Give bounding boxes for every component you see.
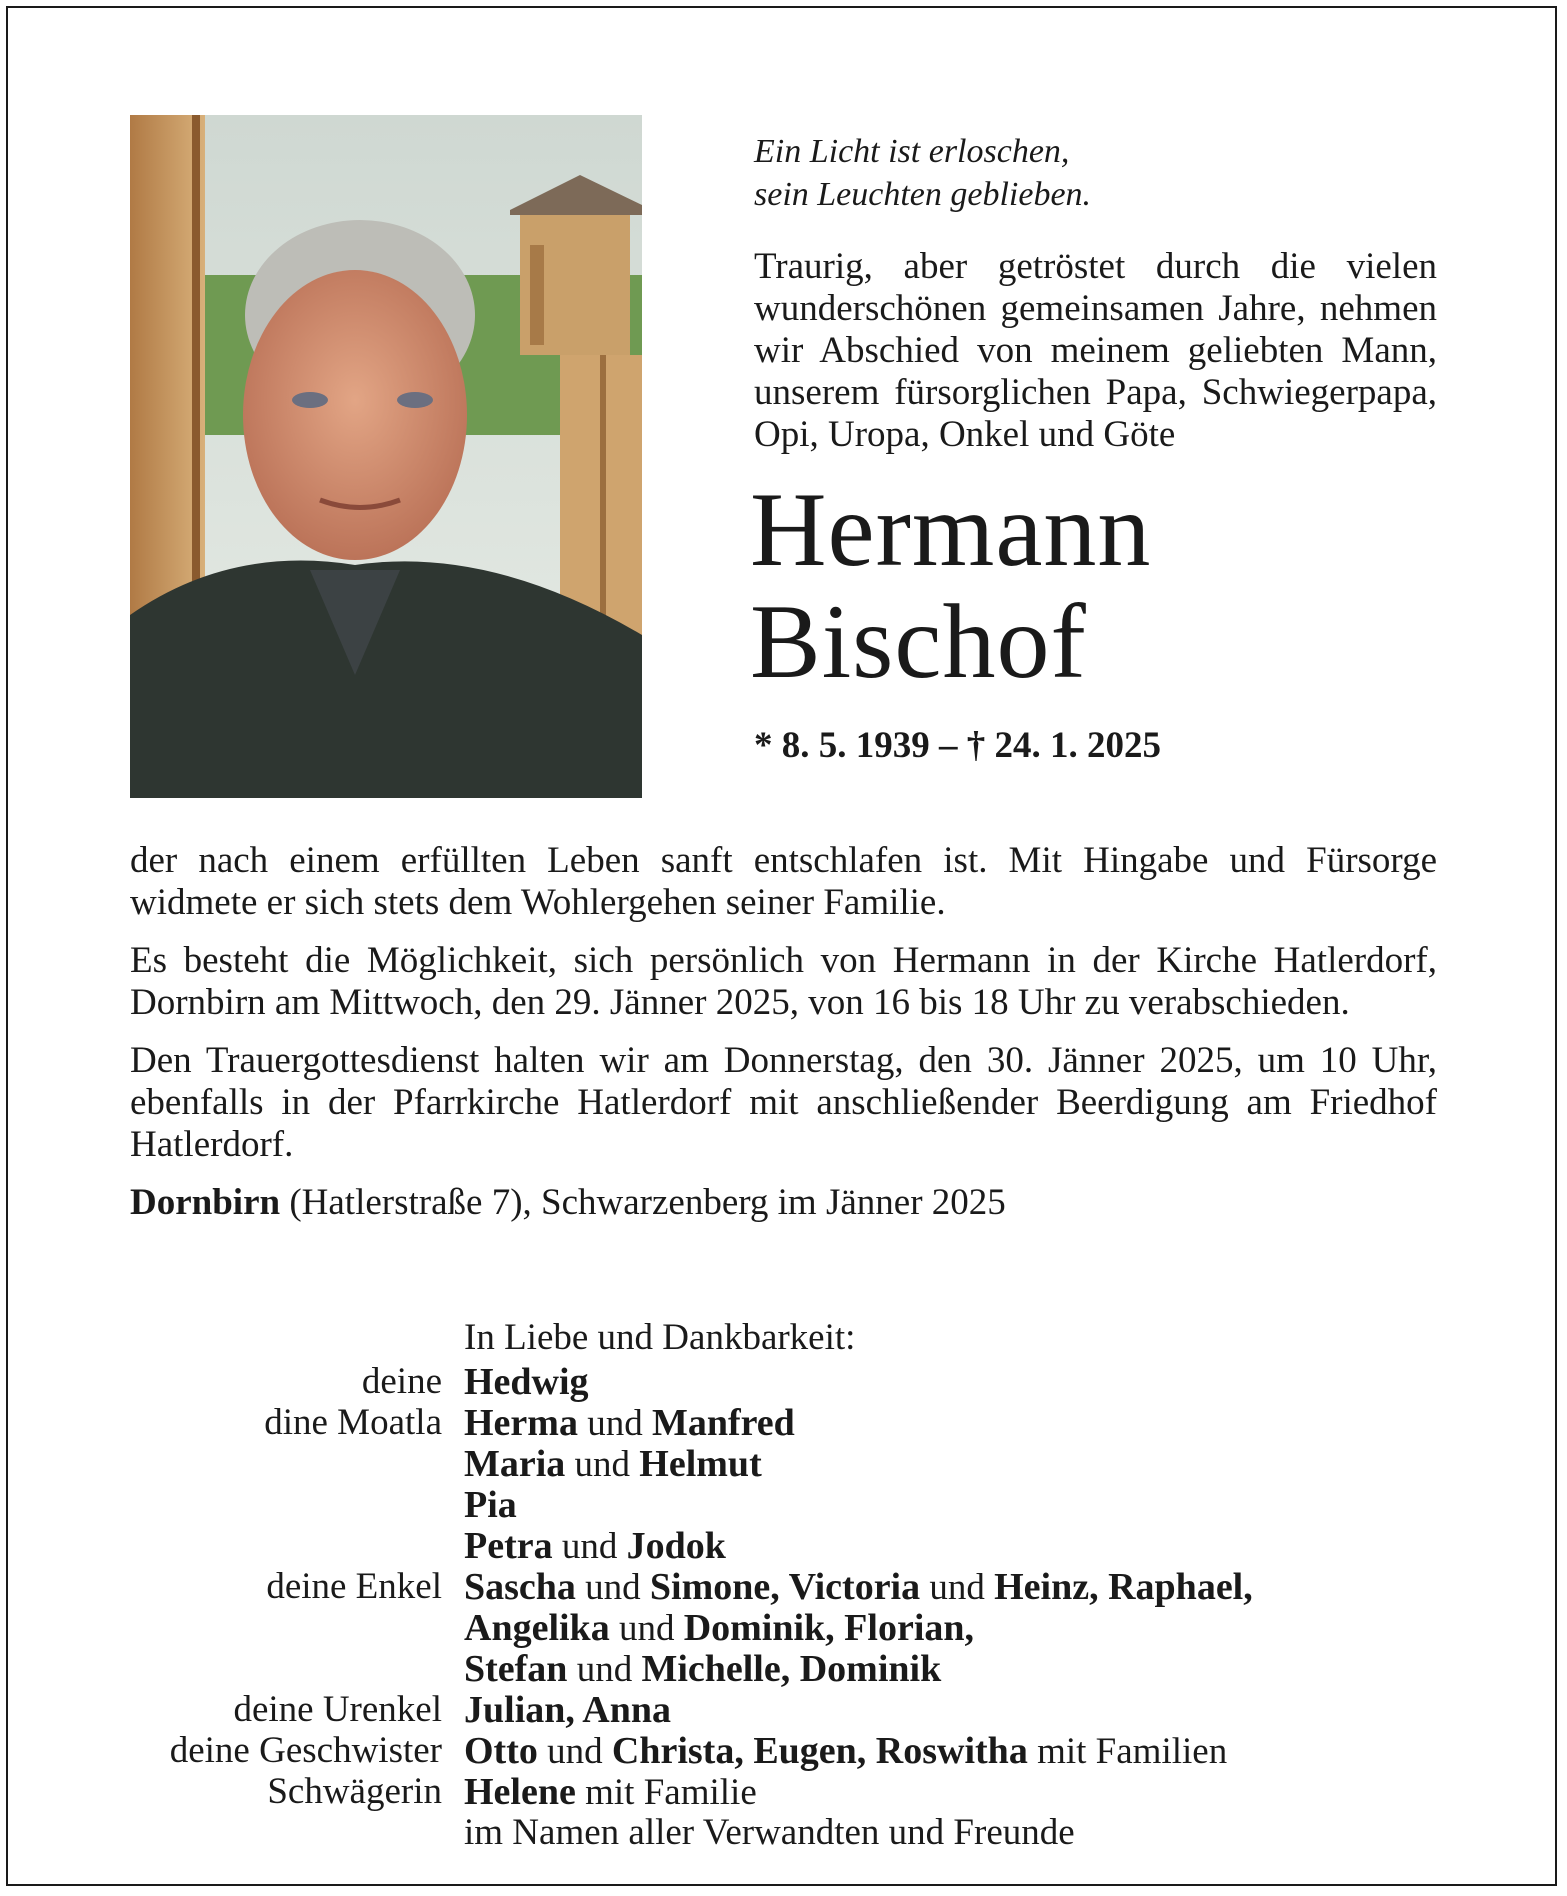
life-dates: * 8. 5. 1939 – † 24. 1. 2025 bbox=[754, 725, 1161, 766]
mourner-names bbox=[464, 1608, 1437, 1649]
mourner-row bbox=[130, 1567, 1437, 1608]
relation-label: Schwägerin bbox=[267, 1771, 442, 1812]
mourner-names bbox=[464, 1362, 1437, 1403]
relation-label bbox=[130, 1444, 464, 1485]
mourners-list bbox=[130, 1318, 1437, 1853]
relation-label bbox=[130, 1608, 464, 1649]
mourner-names bbox=[464, 1731, 1437, 1772]
connector: und bbox=[565, 1444, 640, 1485]
connector: und bbox=[609, 1608, 684, 1649]
relation-label: deine Geschwister bbox=[169, 1730, 442, 1771]
header-text-column bbox=[750, 130, 1437, 767]
intro-paragraph: Traurig, aber getröstet durch die vielen wunderschönen gemeinsamen Jahre, nehmen wir Abschied von meinem geliebten Mann, unserem fürsorglichen Papa, Schwiegerpapa, Opi, Uropa, Onkel und Göte bbox=[754, 246, 1437, 455]
first-name: Hermann bbox=[750, 471, 1152, 588]
place-rest: (Hatlerstraße 7), Schwarzenberg im Jänner 2025 bbox=[280, 1182, 1006, 1223]
relation-label bbox=[130, 1526, 464, 1567]
mourner-row bbox=[130, 1403, 1437, 1444]
announcement-body bbox=[130, 840, 1437, 1240]
greeting: In Liebe und Dankbarkeit: bbox=[464, 1317, 856, 1358]
motto-line-2: sein Leuchten geblieben. bbox=[754, 176, 1092, 213]
relation-label bbox=[130, 1485, 464, 1526]
mourner-name: Hedwig bbox=[464, 1361, 589, 1403]
mourner-name: Pia bbox=[464, 1484, 517, 1526]
connector: und bbox=[920, 1567, 995, 1608]
mourner-name: Helmut bbox=[639, 1443, 762, 1485]
mourner-name: Maria bbox=[464, 1443, 566, 1485]
mourner-names bbox=[464, 1690, 1437, 1731]
mourner-row bbox=[130, 1526, 1437, 1567]
mourner-name: Julian, Anna bbox=[464, 1689, 671, 1731]
mourner-names bbox=[464, 1444, 1437, 1485]
mourner-name: Stefan bbox=[464, 1648, 568, 1690]
mourner-row bbox=[130, 1608, 1437, 1649]
deceased-name bbox=[750, 471, 1437, 700]
mourner-names bbox=[464, 1403, 1437, 1444]
connector: mit Familie bbox=[575, 1772, 757, 1813]
mourner-name: Herma bbox=[464, 1402, 578, 1444]
mourner-name: Simone, Victoria bbox=[649, 1566, 921, 1608]
mourner-row bbox=[130, 1731, 1437, 1772]
mourner-name: Otto bbox=[464, 1730, 538, 1772]
connector: und bbox=[567, 1649, 642, 1690]
connector: und bbox=[575, 1567, 650, 1608]
relation-label: deine bbox=[361, 1361, 442, 1402]
connector: und bbox=[552, 1526, 627, 1567]
mourner-name: Michelle, Dominik bbox=[641, 1648, 942, 1690]
mourner-name: Helene bbox=[464, 1771, 576, 1813]
mourner-name: Heinz, Raphael, bbox=[994, 1566, 1253, 1608]
mourner-names bbox=[464, 1526, 1437, 1567]
place-city: Dornbirn bbox=[130, 1182, 281, 1223]
mourner-row bbox=[130, 1485, 1437, 1526]
mourner-row bbox=[130, 1444, 1437, 1485]
mourner-names bbox=[464, 1649, 1437, 1690]
mourner-name: Dominik, Florian, bbox=[683, 1607, 975, 1649]
portrait-photo bbox=[130, 115, 642, 798]
mourner-name: Petra bbox=[464, 1525, 553, 1567]
relation-label: deine Enkel bbox=[266, 1566, 442, 1607]
mourner-name: Jodok bbox=[626, 1525, 726, 1567]
relation-label: deine Urenkel bbox=[233, 1689, 442, 1730]
mourner-row bbox=[130, 1362, 1437, 1403]
relation-label: dine Moatla bbox=[264, 1402, 442, 1443]
closing-line: im Namen aller Verwandten und Freunde bbox=[464, 1812, 1075, 1853]
mourner-name: Sascha bbox=[464, 1566, 576, 1608]
place-and-date bbox=[130, 1182, 1437, 1224]
mourner-names bbox=[464, 1567, 1437, 1608]
mourner-names bbox=[464, 1485, 1437, 1526]
mourner-names bbox=[464, 1772, 1437, 1813]
connector: mit Familien bbox=[1027, 1731, 1228, 1772]
motto bbox=[754, 130, 1437, 216]
mourner-name: Manfred bbox=[651, 1402, 795, 1444]
relation-label bbox=[130, 1649, 464, 1690]
paragraph-life: der nach einem erfüllten Leben sanft entschlafen ist. Mit Hingabe und Fürsorge widmete er sich stets dem Wohlergehen seiner Familie. bbox=[130, 840, 1437, 923]
connector: und bbox=[537, 1731, 612, 1772]
last-name: Bischof bbox=[750, 583, 1087, 700]
mourner-name: Christa, Eugen, Roswitha bbox=[611, 1730, 1028, 1772]
paragraph-funeral: Den Trauergottesdienst halten wir am Donnerstag, den 30. Jänner 2025, um 10 Uhr, ebenfalls in der Pfarrkirche Hatlerdorf mit anschließender Beerdigung am Friedhof Hatlerdorf. bbox=[130, 1040, 1437, 1165]
mourner-row bbox=[130, 1649, 1437, 1690]
paragraph-farewell: Es besteht die Möglichkeit, sich persönlich von Hermann in der Kirche Hatlerdorf, Dornbirn am Mittwoch, den 29. Jänner 2025, von 16 bis 18 Uhr zu verabschieden. bbox=[130, 940, 1437, 1023]
motto-line-1: Ein Licht ist erloschen, bbox=[754, 133, 1070, 170]
connector: und bbox=[577, 1403, 652, 1444]
mourner-name: Angelika bbox=[464, 1607, 610, 1649]
mourner-row bbox=[130, 1772, 1437, 1813]
mourner-row bbox=[130, 1690, 1437, 1731]
